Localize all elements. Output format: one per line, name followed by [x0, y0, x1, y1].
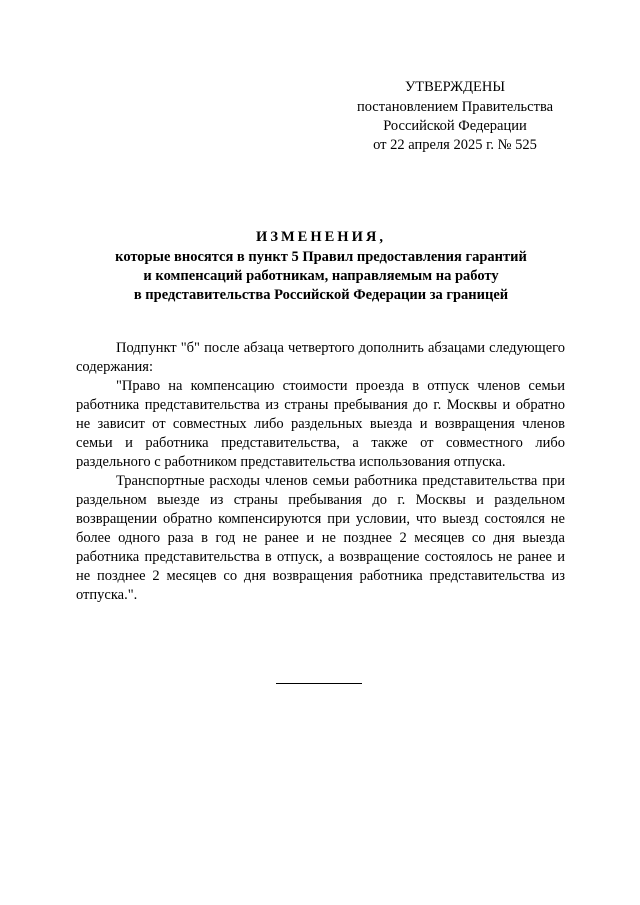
body-paragraph: Транспортные расходы членов семьи работника представительства при раздельном выезде из страны пребывания до г. Москвы и раздельном возвращении обратно компенсируются при условии, что выезд состоялся не более одного раза в год не ранее и не позднее 2 месяцев со дня выезда работника представительства в отпуск, а возвращение состоялось не ранее и не позднее 2 месяцев со дня возвращения работника представительства из отпуска.". [76, 473, 565, 603]
heading-line: которые вносятся в пункт 5 Правил предоставления гарантий [115, 249, 527, 265]
heading-line: и компенсаций работникам, направляемым на работу [143, 268, 499, 284]
approval-line: Российской Федерации [383, 118, 527, 134]
heading-title: ИЗМЕНЕНИЯ, [256, 229, 386, 245]
body-paragraph: Подпункт "б" после абзаца четвертого дополнить абзацами следующего содержания: [76, 340, 565, 375]
document-heading [76, 228, 566, 305]
approval-date-line: от 22 апреля 2025 г. № 525 [373, 137, 537, 153]
heading-line: в представительства Российской Федерации за границей [133, 287, 509, 303]
approval-title: УТВЕРЖДЕНЫ [404, 79, 506, 95]
document-body [76, 339, 565, 605]
approval-block [345, 78, 565, 155]
closing-divider [276, 683, 362, 684]
approval-line: постановлением Правительства [356, 99, 554, 115]
body-paragraph: "Право на компенсацию стоимости проезда в отпуск членов семьи работника представительства из страны пребывания до г. Москвы и обратно не зависит от совместных либо раздельных выезда и возвращения членов семьи и работника представительства, а также от совместного либо раздельного с работником представительства использования отпуска. [76, 378, 565, 470]
